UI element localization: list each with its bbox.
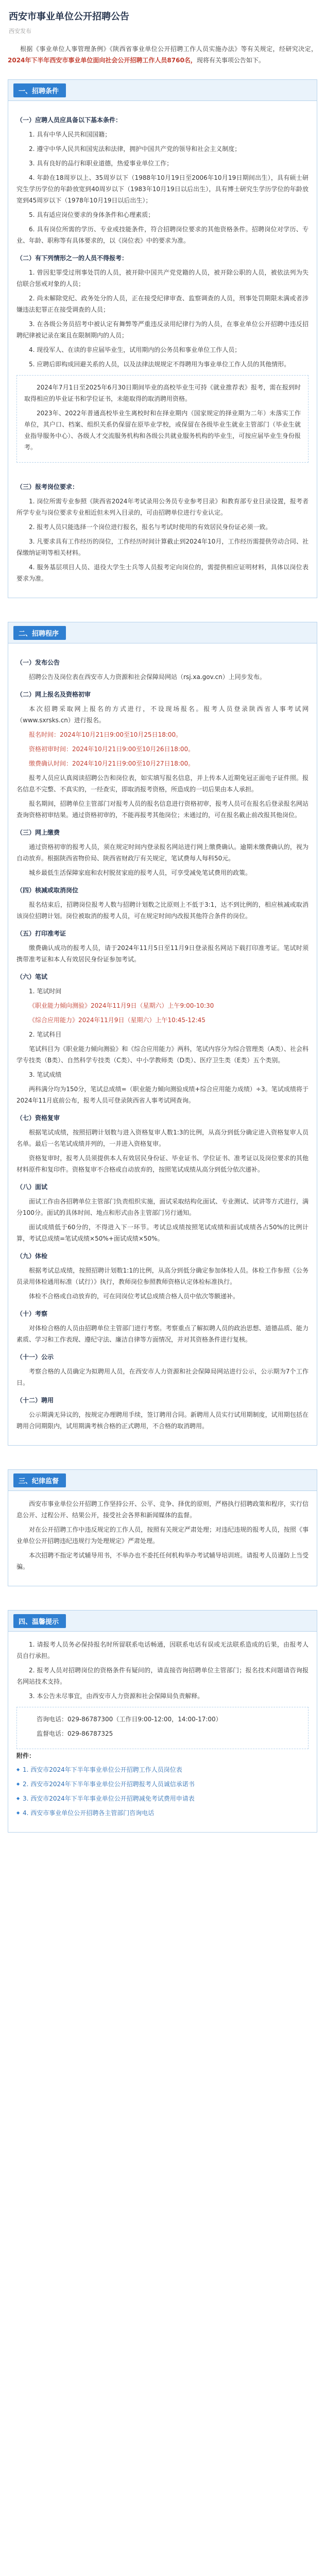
paragraph: 笔试科目为《职业能力倾向测验》和《综合应用能力》两科，笔试内容分为综合管理类（A类）、社会科学专技类（B类）、自然科学专技类（C类）、中小学教师类（D类）、医疗卫生类（E类）五个类别。 xyxy=(16,1045,309,1064)
attachment-link[interactable]: ◆ 3. 西安市2024年下半年事业单位公开招聘减免考试费用申请表 xyxy=(16,1793,309,1804)
paragraph: 公示期满无异议的，按规定办理聘用手续，签订聘用合同。新聘用人员实行试用期制度，试用期包括在聘用合同期限内，试用期满考核合格的正式聘用，不合格的取消聘用。 xyxy=(16,1411,309,1430)
paragraph: 对在公开招聘工作中违反规定的工作人员，按照有关规定严肃处理；对违纪违规的报考人员，按照《事业单位公开招聘违纪违规行为处理规定》严肃处理。 xyxy=(16,1526,309,1545)
attachment-link[interactable]: ◆ 1. 西安市2024年下半年事业单位公开招聘工作人员岗位表 xyxy=(16,1764,309,1775)
note-box xyxy=(16,375,309,463)
paragraph: 3. 笔试成绩 xyxy=(29,1071,62,1078)
paragraph: 2. 报考人员只能选择一个岗位进行报名，报名与考试时使用的有效居民身份证必须一致。 xyxy=(29,523,272,531)
paragraph: 通过资格初审的报考人员，须在规定时间内登录报名网站进行网上缴费确认。逾期未缴费确认的，视为自动放弃。根据陕西省物价局、陕西省财政厅有关规定，笔试费每人每科50元。 xyxy=(16,843,309,862)
subheading: （三）报考岗位要求： xyxy=(16,483,79,490)
paragraph: 4. 服务基层项目人员、退役大学生士兵等人员报考定向岗位的，需提供相应证明材料，具体以岗位表要求为准。 xyxy=(16,564,309,582)
section-badge: 一、招聘条件 xyxy=(13,83,66,97)
paragraph: 西安市事业单位公开招聘工作坚持公开、公平、竞争、择优的原则，严格执行招聘政策和程序，实行信息公开、过程公开、结果公开，接受社会各界和新闻媒体的监督。 xyxy=(16,1500,309,1519)
note-box xyxy=(16,1707,309,1749)
paragraph: 3. 本公告未尽事宜，由西安市人力资源和社会保障局负责解释。 xyxy=(29,1692,204,1700)
paragraph: 3. 具有良好的品行和职业道德，热爱事业单位工作； xyxy=(29,160,173,167)
section xyxy=(8,79,317,598)
subheading: （三）网上缴费 xyxy=(16,829,60,836)
subheading: （五）打印准考证 xyxy=(16,930,66,937)
paragraph: 6. 具有岗位所需的学历、专业或技能条件，符合招聘岗位要求的其他资格条件。招聘岗位对学历、专业、年龄、职称等有具体要求的，以《岗位表》中的要求为准。 xyxy=(16,226,309,244)
paragraph: 2. 笔试科目 xyxy=(29,1031,62,1038)
attachment-link[interactable]: ◆ 4. 西安市事业单位公开招聘各主管部门咨询电话 xyxy=(16,1807,309,1819)
paragraph: 缴费确认成功的报考人员，请于2024年11月5日至11月9日登录报名网站下载打印准考证。笔试时须携带准考证和本人有效居民身份证参加考试。 xyxy=(16,944,309,963)
intro-paragraph xyxy=(8,43,317,66)
subheading: （一）发布公告 xyxy=(16,659,60,666)
section-header xyxy=(8,80,317,101)
section-body xyxy=(8,1632,317,1832)
paragraph: 城乡最低生活保障家庭和农村脱贫家庭的报考人员，可享受减免笔试费用的政策。 xyxy=(29,869,252,876)
paragraph: 1. 请报考人员务必保持报名时所留联系电话畅通，因联系电话有误或无法联系造成的后果，由报考人员自行承担。 xyxy=(16,1641,309,1659)
section-badge: 二、招聘程序 xyxy=(13,626,66,640)
paragraph: 面试成绩低于60分的，不得进入下一环节。考试总成绩按照笔试成绩和面试成绩各占50%的比例计算，考试总成绩=笔试成绩×50%+面试成绩×50%。 xyxy=(16,1224,309,1242)
paragraph: 3. 在各级公务员招考中被认定有舞弊等严重违反录用纪律行为的人员，在事业单位公开招聘中违反招聘纪律被记录在案且在限制期内的人员； xyxy=(16,320,309,339)
subheading: （二）有下列情形之一的人员不得报考： xyxy=(16,255,128,262)
section-header xyxy=(8,622,317,643)
intro-tail: 现将有关事项公告如下。 xyxy=(196,57,265,64)
note-text: 监督电话：029-86787325 xyxy=(37,1730,113,1737)
subheading: （十）考察 xyxy=(16,1310,48,1317)
paragraph: 报名结束后，招聘岗位报考人数与招聘计划数之比原则上不低于3:1，达不到比例的，相应核减或取消该岗位招聘计划。岗位被取消的报考人员，可在规定时间内改报其他符合条件的岗位。 xyxy=(16,901,309,920)
page-title: 西安市事业单位公开招聘公告 xyxy=(9,11,129,22)
subheading: （八）面试 xyxy=(16,1183,48,1191)
paragraph: 报考人员应认真阅读招聘公告和岗位表，如实填写报名信息，并上传本人近期免冠正面电子证件照。报名信息不完整、不真实的，一经查实，即取消报考资格，所造成的一切后果由本人承担。 xyxy=(16,774,309,793)
paragraph: 根据笔试成绩，按照招聘计划数与进入资格复审人数1:3的比例，从高分到低分确定进入资格复审人员名单。最后一名笔试成绩并列的，一并进入资格复审。 xyxy=(16,1129,309,1147)
section-body xyxy=(8,101,317,598)
paragraph: 对体检合格的人员由招聘单位主管部门进行考察。考察重点了解拟聘人员的政治思想、道德品质、能力素质、学习和工作表现、遵纪守法、廉洁自律等方面情况，并对其资格条件进行复核。 xyxy=(16,1325,309,1343)
paragraph: 1. 曾因犯罪受过刑事处罚的人员，被开除中国共产党党籍的人员，被开除公职的人员，被依法列为失信联合惩戒对象的人员； xyxy=(16,269,309,287)
subheading: （十一）公示 xyxy=(16,1353,54,1361)
page xyxy=(8,0,317,1833)
subheading: （七）资格复审 xyxy=(16,1114,60,1122)
sections xyxy=(8,79,317,1833)
section-body xyxy=(8,1491,317,1586)
paragraph: 3. 凡要求具有工作经历的岗位，工作经历时间计算截止到2024年10月，工作经历需提供劳动合同、社保缴纳证明等相关材料。 xyxy=(16,538,309,556)
subheading: （六）笔试 xyxy=(16,973,48,980)
subheading: （一）应聘人员应具备以下基本条件： xyxy=(16,116,122,124)
paragraph: 《综合应用能力》2024年11月9日（星期六）上午10:45-12:45 xyxy=(29,1016,206,1024)
paragraph: 两科满分均为150分，笔试总成绩=（职业能力倾向测验成绩+综合应用能力成绩）÷3。笔试成绩将于2024年11月底前公布，报考人员可登录陕西省人事考试网查询。 xyxy=(16,1086,309,1104)
section-badge: 四、温馨提示 xyxy=(13,1614,66,1628)
paragraph: 4. 现役军人、在读的非应届毕业生，试用期内的公务员和事业单位工作人员； xyxy=(29,346,241,353)
paragraph: 2. 遵守中华人民共和国宪法和法律，拥护中国共产党的领导和社会主义制度； xyxy=(29,145,241,152)
subheading: （二）网上报名及资格初审 xyxy=(16,691,91,698)
section-header xyxy=(8,1611,317,1632)
section-header xyxy=(8,1470,317,1491)
attachment-link[interactable]: ◆ 2. 西安市2024年下半年事业单位公开招聘报考人员诚信承诺书 xyxy=(16,1778,309,1790)
paragraph: 2. 报考人员对招聘岗位的资格条件有疑问的，请直接咨询招聘单位主管部门；报名技术问题请咨询报名网站技术支持。 xyxy=(16,1667,309,1685)
paragraph: 《职业能力倾向测验》2024年11月9日（星期六）上午9:00-10:30 xyxy=(29,1002,214,1009)
paragraph: 体检不合格或自动放弃的，可在同岗位考试总成绩合格人员中依次等额递补。 xyxy=(29,1293,240,1300)
paragraph: 1. 具有中华人民共和国国籍； xyxy=(29,131,111,138)
doc-header xyxy=(8,10,317,43)
intro-lead: 根据《事业单位人事管理条例》《陕西省事业单位公开招聘工作人员实施办法》等有关规定，经研究决定， xyxy=(20,45,317,53)
paragraph: 本次招聘采取网上报名的方式进行，不设现场报名。报考人员登录陕西省人事考试网（www.sxrsks.cn）进行报名。 xyxy=(16,705,309,724)
paragraph: 缴费确认时间：2024年10月21日9:00至10月27日18:00。 xyxy=(29,760,195,767)
section xyxy=(8,1610,317,1833)
paragraph: 资格初审时间：2024年10月21日9:00至10月26日18:00。 xyxy=(29,745,195,753)
subheading: （四）核减或取消岗位 xyxy=(16,887,79,894)
spacer xyxy=(16,463,309,475)
paragraph: 报名时间：2024年10月21日9:00至10月25日18:00。 xyxy=(29,731,182,738)
subheading: （九）体检 xyxy=(16,1252,48,1260)
section xyxy=(8,622,317,1446)
section-badge: 三、纪律监督 xyxy=(13,1473,66,1487)
attachments-title: 附件： xyxy=(16,1752,36,1759)
paragraph: 面试工作由各招聘单位主管部门负责组织实施，面试采取结构化面试、专业测试、试讲等方式进行，满分100分。面试的具体时间、地点和形式由各主管部门另行通知。 xyxy=(16,1198,309,1216)
paragraph: 2. 尚未解除党纪、政务处分的人员，正在接受纪律审查、监察调查的人员，刑事处罚期限未满或者涉嫌违法犯罪正在接受调查的人员； xyxy=(16,295,309,313)
paragraph: 报名期间，招聘单位主管部门对报考人员的报名信息进行资格初审，报考人员可在报名后登录报名网站查询资格初审结果。通过资格初审的，不能再报考其他岗位；未通过的，可在报名截止前改报其他岗位。 xyxy=(16,800,309,819)
section-body xyxy=(8,643,317,1445)
paragraph: 1. 笔试时间 xyxy=(29,988,62,995)
paragraph: 5. 具有适应岗位要求的身体条件和心理素质； xyxy=(29,211,155,218)
section xyxy=(8,1469,317,1586)
paragraph: 招聘公告及岗位表在西安市人力资源和社会保障局网站（rsj.xa.gov.cn）上同步发布。 xyxy=(29,673,266,681)
paragraph: 本次招聘不指定考试辅导用书，不举办也不委托任何机构举办考试辅导培训班。请报考人员谨防上当受骗。 xyxy=(16,1552,309,1570)
paragraph: 根据考试总成绩，按照招聘计划数1:1的比例，从高分到低分确定参加体检人员。体检工作参照《公务员录用体检通用标准（试行）》执行，教师岗位参照教师资格认定体检标准执行。 xyxy=(16,1267,309,1285)
paragraph: 5. 应聘后即构成回避关系的人员，以及法律法规规定不得聘用为事业单位工作人员的其他情形。 xyxy=(29,361,290,368)
source-label: 西安发布 xyxy=(9,28,31,35)
paragraph: 1. 岗位所需专业参照《陕西省2024年考试录用公务员专业参考目录》和教育部专业目录设置，报考者所学专业与岗位要求专业相近但未列入目录的，可由招聘单位进行专业认定。 xyxy=(16,498,309,516)
paragraph: 资格复审时，报考人员须提供本人有效居民身份证、毕业证书、学位证书、准考证以及岗位要求的其他材料原件和复印件。资格复审不合格或自动放弃的，按照笔试成绩从高分到低分依次递补。 xyxy=(16,1155,309,1173)
note-text: 2023年、2022年普通高校毕业生离校时和在择业期内（国家规定的择业期为二年）未落实工作单位，其户口、档案、组织关系仍保留在原毕业学校，或保留在各级毕业生就业主管部门（毕业生就业指导服务中心）、各级人才交流服务机构和各级公共就业服务机构的毕业生，可按应届毕业生身份报考。 xyxy=(24,410,301,451)
paragraph: 4. 年龄在18周岁以上、35周岁以下（1988年10月19日至2006年10月19日期间出生），具有硕士研究生学历学位的年龄放宽到40周岁以下（1983年10月19日以后出生），具有博士研究生学历学位的年龄放宽到45周岁以下（1978年10月19日以后出生）； xyxy=(16,174,309,204)
note-text: 2024年7月1日至2025年6月30日期间毕业的高校毕业生可持《就业推荐表》报考，需在报到时取得相应的毕业证书和学位证书，未能取得的取消聘用资格。 xyxy=(24,384,301,402)
intro-highlight: 2024年下半年西安市事业单位面向社会公开招聘工作人员8760名， xyxy=(8,57,197,64)
paragraph: 考察合格的人员确定为拟聘用人员，在西安市人力资源和社会保障局网站进行公示，公示期为7个工作日。 xyxy=(16,1368,309,1386)
subheading: （十二）聘用 xyxy=(16,1397,54,1404)
note-text: 咨询电话：029-86787300（工作日9:00-12:00，14:00-17:00） xyxy=(37,1716,222,1723)
